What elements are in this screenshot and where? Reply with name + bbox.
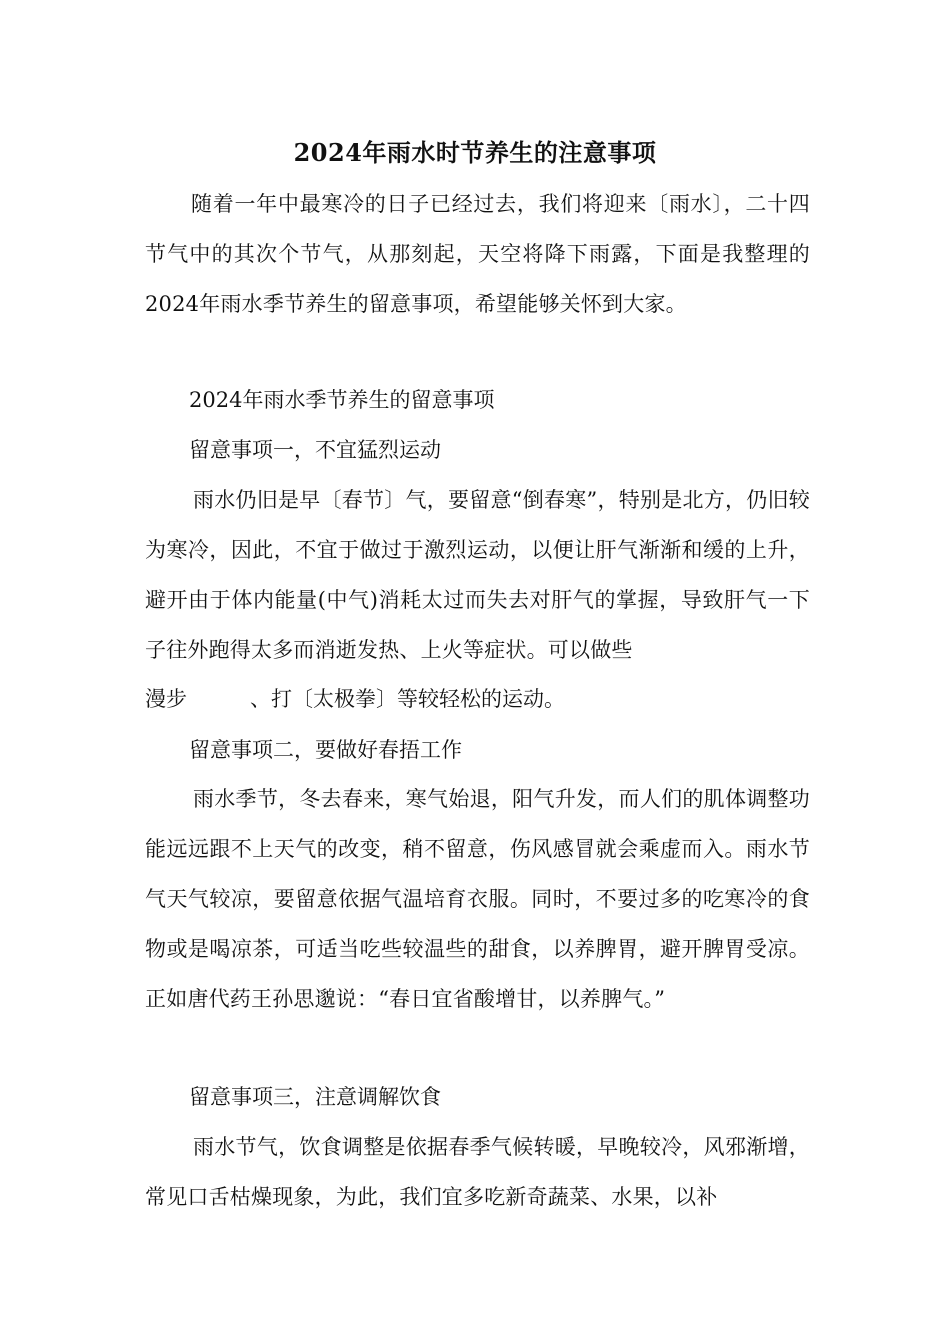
item1-paragraph: 雨水仍旧是早〔春节〕气，要留意“倒春寒”，特别是北方，仍旧较为寒冷，因此，不宜于做过于激烈运动，以便让肝气渐渐和缓的上升，避开由于体内能量(中气)消耗太过而失去对肝气的掌握，导致肝气一下子往外跑得太多而消逝发热、上火等症状。可以做些 [145, 488, 810, 662]
item3-heading: 留意事项三，注意调解饮食 [189, 1085, 441, 1109]
item1-tail-line: 漫步 、打〔太极拳〕等较轻松的运动。 [145, 687, 565, 711]
item2-heading: 留意事项二，要做好春捂工作 [189, 738, 462, 762]
item3-paragraph: 雨水节气，饮食调整是依据春季气候转暖，早晚较冷，风邪渐增，常见口舌枯燥现象，为此，我们宜多吃新奇蔬菜、水果，以补 [145, 1135, 810, 1209]
item1-heading: 留意事项一，不宜猛烈运动 [189, 438, 441, 462]
item2-paragraph: 雨水季节，冬去春来，寒气始退，阳气升发，而人们的肌体调整功能远远跟不上天气的改变，稍不留意，伤风感冒就会乘虚而入。雨水节气天气较凉，要留意依据气温培育衣服。同时，不要过多的吃寒冷的食物或是喝凉茶，可适当吃些较温些的甜食，以养脾胃，避开脾胃受凉。正如唐代药王孙思邈说：“春日宜省酸增甘，以养脾气。” [145, 787, 810, 1011]
document-title: 2024年雨水时节养生的注意事项 [293, 138, 657, 167]
section-heading: 2024年雨水季节养生的留意事项 [189, 388, 495, 412]
intro-paragraph: 随着一年中最寒冷的日子已经过去，我们将迎来〔雨水〕，二十四节气中的其次个节气，从那刻起，天空将降下雨露，下面是我整理的2024年雨水季节养生的留意事项，希望能够关怀到大家。 [145, 192, 810, 316]
